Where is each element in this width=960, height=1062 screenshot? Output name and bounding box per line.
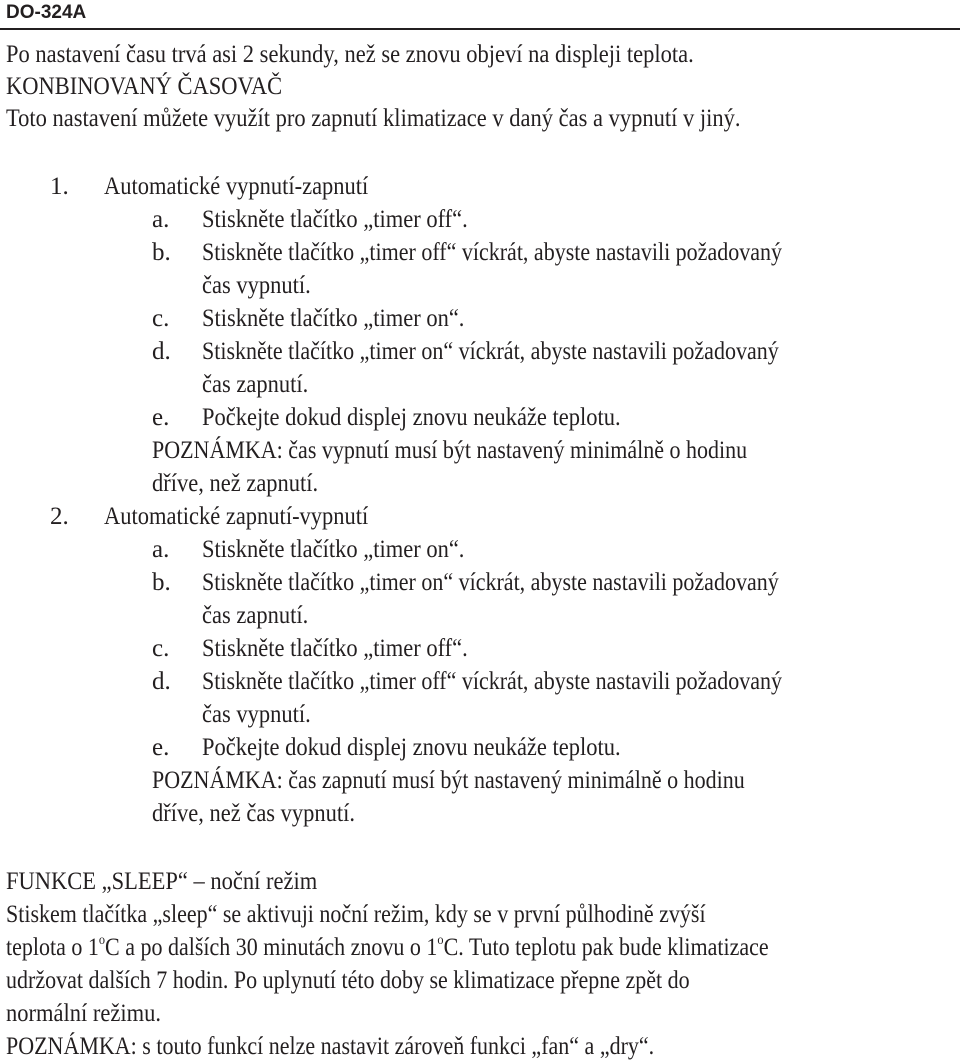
step-text: Stiskněte tlačítko „timer off“ víckrát, abyste nastavili požadovaný	[202, 239, 782, 266]
note-text: POZNÁMKA: čas vypnutí musí být nastavený minimálně o hodinu	[152, 437, 748, 464]
step-marker: c.	[152, 635, 170, 662]
step-marker: a.	[152, 536, 170, 563]
step-text-cont: čas vypnutí.	[202, 272, 311, 299]
section1-number: 1.	[50, 173, 69, 200]
sleep-paragraph-line: udržovat dalších 7 hodin. Po uplynutí této doby se klimatizace přepne zpět do	[6, 967, 690, 994]
step-marker: e.	[152, 734, 170, 761]
intro-description: Toto nastavení můžete využít pro zapnutí klimatizace v daný čas a vypnutí v jiný.	[6, 105, 741, 132]
section2-number: 2.	[50, 503, 69, 530]
step-marker: b.	[152, 239, 171, 266]
step-marker: d.	[152, 668, 171, 695]
step-text: Stiskněte tlačítko „timer on“ víckrát, abyste nastavili požadovaný	[202, 569, 779, 596]
section2-title: Automatické zapnutí-vypnutí	[104, 503, 369, 530]
step-text: Počkejte dokud displej znovu neukáže teplotu.	[202, 734, 621, 761]
page-header	[0, 0, 960, 30]
degree-mark: o	[98, 932, 106, 948]
degree-mark: o	[437, 932, 444, 948]
sleep-paragraph-line: normální režimu.	[6, 1000, 161, 1027]
step-text-cont: čas zapnutí.	[202, 602, 309, 629]
step-marker: a.	[152, 206, 170, 233]
note-text-cont: dříve, než zapnutí.	[152, 470, 319, 497]
step-text: Počkejte dokud displej znovu neukáže teplotu.	[202, 404, 621, 431]
step-text: Stiskněte tlačítko „timer on“.	[202, 305, 465, 332]
section-title-combined-timer: KONBINOVANÝ ČASOVAČ	[6, 73, 283, 100]
step-marker: c.	[152, 305, 170, 332]
step-text: Stiskněte tlačítko „timer off“ víckrát, abyste nastavili požadovaný	[202, 668, 782, 695]
note-text-cont: dříve, než čas vypnutí.	[152, 800, 356, 827]
note-text: POZNÁMKA: čas zapnutí musí být nastavený minimálně o hodinu	[152, 767, 745, 794]
section1-title: Automatické vypnutí-zapnutí	[104, 173, 369, 200]
step-text: Stiskněte tlačítko „timer on“ víckrát, abyste nastavili požadovaný	[202, 338, 779, 365]
step-text: Stiskněte tlačítko „timer off“.	[202, 206, 468, 233]
model-number: DO-324A	[6, 2, 87, 23]
step-marker: e.	[152, 404, 170, 431]
step-text: Stiskněte tlačítko „timer off“.	[202, 635, 468, 662]
sleep-paragraph-line: teplota o 1$^o$C a po dalších 30 minutách znovu o 1$^o$C. Tuto teplotu pak bude klimatizace	[6, 932, 769, 961]
step-text-cont: čas zapnutí.	[202, 371, 309, 398]
step-text: Stiskněte tlačítko „timer on“.	[202, 536, 465, 563]
step-marker: b.	[152, 569, 171, 596]
sleep-paragraph-line: Stiskem tlačítka „sleep“ se aktivuji noční režim, kdy se v první půlhodině zvýší	[6, 901, 706, 928]
sleep-note: POZNÁMKA: s touto funkcí nelze nastavit zároveň funkci „fan“ a „dry“.	[6, 1033, 655, 1060]
step-marker: d.	[152, 338, 171, 365]
intro-line: Po nastavení času trvá asi 2 sekundy, než se znovu objeví na displeji teplota.	[6, 41, 694, 68]
section-title-sleep: FUNKCE „SLEEP“ – noční režim	[6, 868, 318, 895]
header-rule	[0, 28, 960, 30]
step-text-cont: čas vypnutí.	[202, 701, 311, 728]
